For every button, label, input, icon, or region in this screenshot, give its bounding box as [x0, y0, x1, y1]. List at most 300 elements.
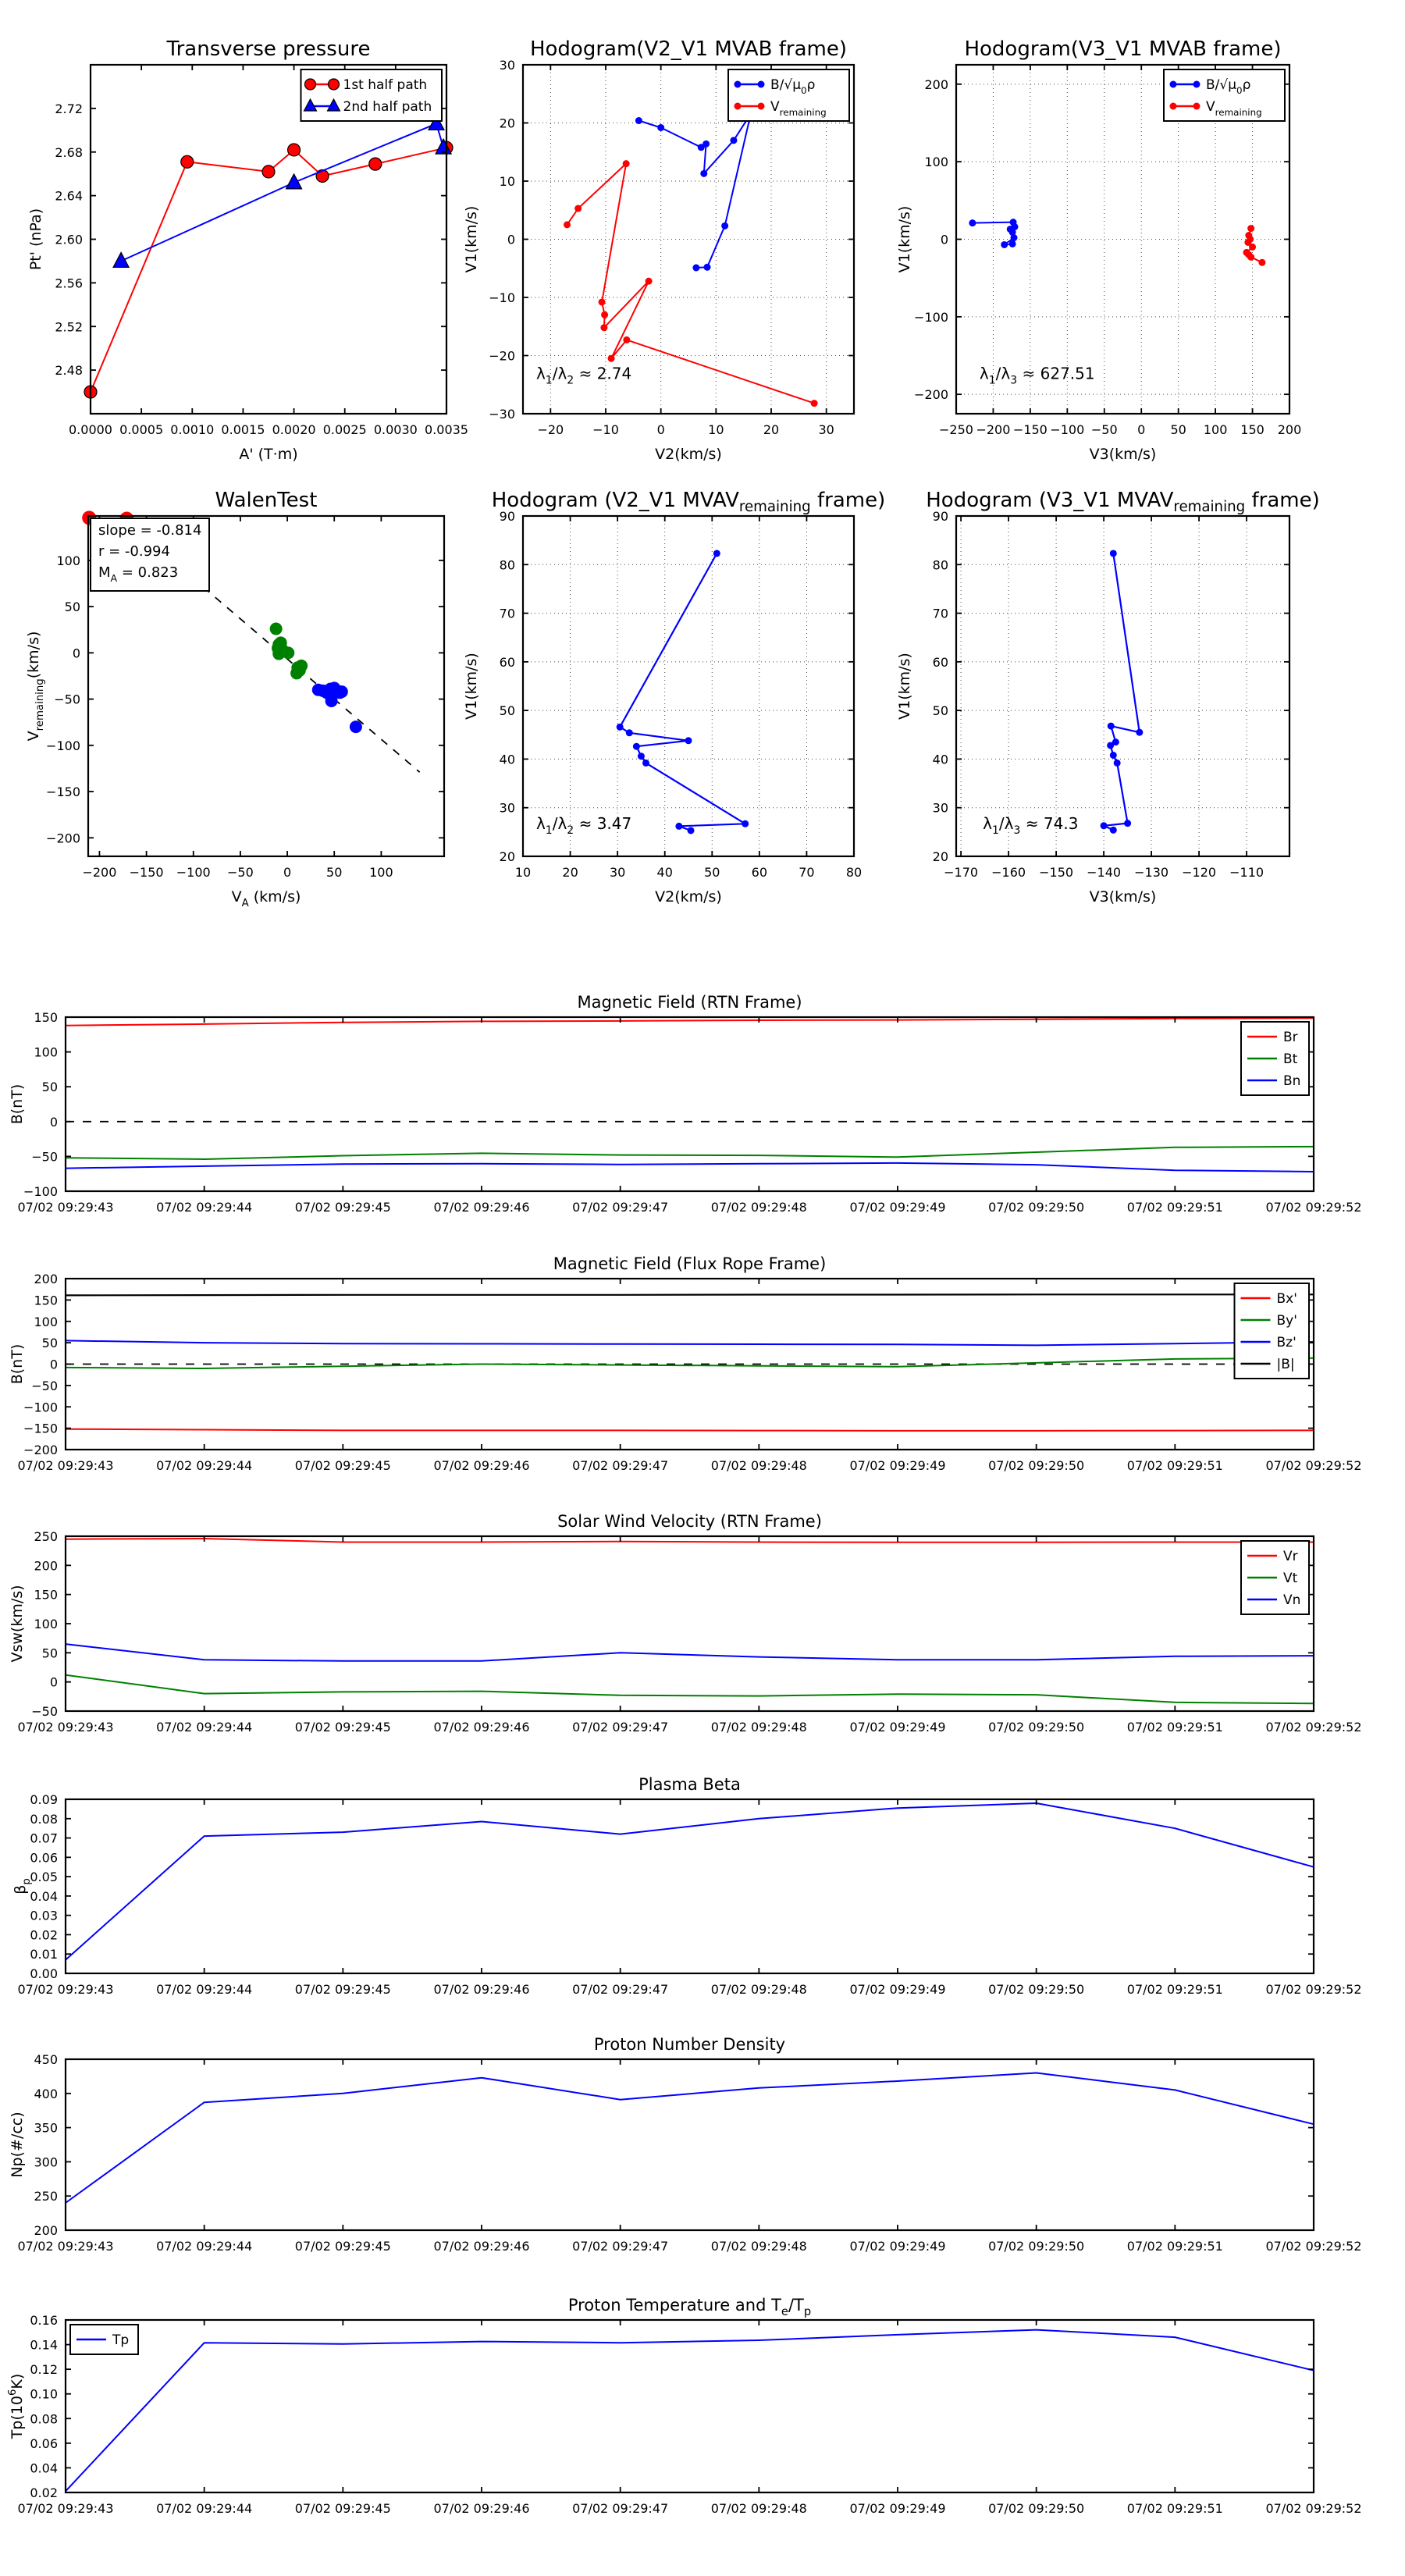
- y-tick-label: 90: [932, 509, 948, 524]
- chart-title: Proton Temperature and $T_e/T_p$: [567, 2296, 812, 2318]
- V-remaining-marker: [1249, 244, 1256, 251]
- green-points-marker: [282, 646, 294, 659]
- y-tick-label: 400: [34, 2086, 58, 2101]
- x-tick-label: 07/02 09:29:46: [433, 1458, 530, 1473]
- y-tick-label: 0.09: [30, 1792, 58, 1807]
- B-over-sqrt-mu0rho-marker: [692, 265, 699, 272]
- x-tick-label: 07/02 09:29:48: [710, 2239, 807, 2254]
- x-tick-label: 0: [283, 865, 292, 880]
- y-tick-label: 2.48: [55, 363, 83, 379]
- y-tick-label: 100: [34, 1314, 58, 1329]
- y-tick-label: 50: [41, 1646, 58, 1661]
- x-tick-label: 07/02 09:29:50: [988, 1720, 1085, 1735]
- x-tick-label: 07/02 09:29:49: [849, 1720, 946, 1735]
- x-tick-label: 100: [1203, 422, 1228, 437]
- chart-title: Hodogram(V3_V1 MVAB frame): [964, 37, 1282, 61]
- hodogram-path-marker: [1101, 822, 1108, 829]
- x-tick-label: 07/02 09:29:43: [17, 2239, 114, 2254]
- y-tick-label: 0.12: [30, 2362, 58, 2378]
- x-tick-label: −110: [1229, 865, 1264, 880]
- x-tick-label: 07/02 09:29:44: [156, 1200, 253, 1215]
- x-tick-label: 0: [656, 422, 665, 437]
- x-axis-label: A' (T·m): [239, 446, 298, 463]
- lambda-annotation: $\lambda_1/\lambda_2 \approx 2.74$: [535, 364, 632, 387]
- V-remaining-marker: [1247, 225, 1254, 232]
- legend-label: |B|: [1276, 1357, 1295, 1372]
- y-axis-label: V1(km/s): [463, 205, 480, 273]
- x-tick-label: 07/02 09:29:49: [849, 2239, 946, 2254]
- x-tick-label: 0.0025: [322, 422, 367, 437]
- x-tick-label: 07/02 09:29:47: [572, 2501, 669, 2516]
- y-tick-label: 2.52: [55, 319, 83, 335]
- V-remaining-marker: [623, 160, 630, 167]
- blue-points-marker: [325, 695, 338, 707]
- x-tick-label: 0.0010: [170, 422, 215, 437]
- x-tick-label: −250: [939, 422, 973, 437]
- chart-title: Hodogram(V2_V1 MVAB frame): [529, 37, 848, 61]
- hodogram-path-marker: [685, 737, 692, 744]
- y-tick-label: 50: [41, 1080, 58, 1095]
- x-tick-label: 07/02 09:29:47: [572, 1982, 669, 1997]
- B-over-sqrt-mu0rho-marker: [657, 124, 664, 131]
- first-half-path-marker: [369, 158, 382, 170]
- x-tick-label: 07/02 09:29:45: [294, 1982, 391, 1997]
- x-tick-label: 07/02 09:29:52: [1265, 2239, 1362, 2254]
- x-tick-label: 20: [562, 865, 578, 880]
- legend-label: Tp: [112, 2332, 130, 2348]
- first-half-path-marker: [262, 165, 275, 178]
- B-over-sqrt-mu0rho-marker: [721, 222, 728, 229]
- hodogram-path-marker: [617, 724, 624, 731]
- B-over-sqrt-mu0rho-marker: [1001, 241, 1008, 248]
- x-tick-label: −170: [944, 865, 979, 880]
- y-tick-label: 0: [940, 232, 948, 247]
- first-half-path-marker: [288, 144, 301, 156]
- hodogram-path-marker: [626, 729, 633, 736]
- y-tick-label: 0.04: [30, 1888, 58, 1904]
- V-remaining-marker: [600, 324, 607, 331]
- x-tick-label: 07/02 09:29:52: [1265, 1720, 1362, 1735]
- y-axis-label: $Tp(10^6K)$: [7, 2373, 26, 2439]
- x-tick-label: 30: [609, 865, 626, 880]
- hodogram-path-marker: [1110, 550, 1117, 557]
- x-tick-label: 10: [708, 422, 724, 437]
- y-axis-label: B(nT): [9, 1083, 26, 1125]
- legend-label: $V_{remaining}$: [1206, 99, 1262, 118]
- y-tick-label: 100: [924, 155, 948, 170]
- x-tick-label: 07/02 09:29:43: [17, 2501, 114, 2516]
- y-tick-label: 0.05: [30, 1870, 58, 1885]
- x-axis-label: V2(km/s): [655, 888, 722, 906]
- x-tick-label: 30: [818, 422, 834, 437]
- x-tick-label: 07/02 09:29:46: [433, 1982, 530, 1997]
- x-tick-label: 200: [1277, 422, 1302, 437]
- y-tick-label: 50: [64, 600, 80, 615]
- x-tick-label: 07/02 09:29:45: [294, 1200, 391, 1215]
- y-tick-label: 450: [34, 2052, 58, 2067]
- B-magnitude-line: [66, 1294, 1314, 1295]
- y-tick-label: 50: [932, 703, 948, 719]
- y-tick-label: −150: [23, 1421, 58, 1436]
- x-tick-label: 07/02 09:29:46: [433, 1200, 530, 1215]
- y-tick-label: 60: [932, 654, 948, 670]
- x-tick-label: 80: [845, 865, 863, 880]
- green-points-marker: [270, 623, 283, 635]
- green-points-marker: [293, 664, 306, 677]
- legend-marker: [735, 81, 742, 88]
- x-tick-label: 0: [1137, 422, 1146, 437]
- hodogram-path-marker: [633, 743, 640, 750]
- B-over-sqrt-mu0rho-marker: [969, 219, 976, 226]
- x-tick-label: 50: [326, 865, 343, 880]
- y-tick-label: 0.14: [30, 2337, 58, 2353]
- x-tick-label: 07/02 09:29:50: [988, 1982, 1085, 1997]
- x-tick-label: 07/02 09:29:44: [156, 1720, 253, 1735]
- x-tick-label: 07/02 09:29:44: [156, 2239, 253, 2254]
- x-tick-label: 07/02 09:29:45: [294, 2501, 391, 2516]
- legend-marker: [329, 79, 340, 90]
- x-tick-label: 07/02 09:29:51: [1126, 1720, 1223, 1735]
- B-over-sqrt-mu0rho-marker: [635, 117, 642, 124]
- x-tick-label: 07/02 09:29:50: [988, 2239, 1085, 2254]
- x-tick-label: 07/02 09:29:48: [710, 1200, 807, 1215]
- x-axis-label: V2(km/s): [655, 446, 722, 463]
- V-remaining-marker: [1258, 259, 1265, 266]
- x-tick-label: 07/02 09:29:49: [849, 2501, 946, 2516]
- x-tick-label: 07/02 09:29:52: [1265, 1200, 1362, 1215]
- x-tick-label: 60: [751, 865, 768, 880]
- y-tick-label: 0.02: [30, 2485, 58, 2500]
- y-axis-label: V1(km/s): [896, 205, 913, 273]
- x-tick-label: −150: [1039, 865, 1074, 880]
- x-tick-label: 07/02 09:29:51: [1126, 1982, 1223, 1997]
- y-tick-label: 250: [34, 1529, 58, 1544]
- x-tick-label: 07/02 09:29:44: [156, 1458, 253, 1473]
- x-tick-label: 07/02 09:29:52: [1265, 1458, 1362, 1473]
- legend-marker: [735, 103, 742, 110]
- x-tick-label: 07/02 09:29:49: [849, 1458, 946, 1473]
- y-tick-label: 0.02: [30, 1927, 58, 1943]
- legend-label: Bt: [1283, 1051, 1298, 1067]
- x-tick-label: 07/02 09:29:47: [572, 1200, 669, 1215]
- lambda-annotation: $\lambda_1/\lambda_2 \approx 3.47$: [535, 814, 632, 838]
- chart-title: Hodogram (V3_V1 $MVAV_{remaining}$ frame): [926, 489, 1320, 515]
- x-tick-label: 07/02 09:29:52: [1265, 1982, 1362, 1997]
- y-tick-label: 0.08: [30, 1811, 58, 1827]
- x-tick-label: 07/02 09:29:43: [17, 1982, 114, 1997]
- x-tick-label: 07/02 09:29:46: [433, 2501, 530, 2516]
- x-axis-label: V3(km/s): [1089, 888, 1157, 906]
- x-tick-label: 50: [704, 865, 720, 880]
- y-axis-label: $\beta_p$: [12, 1878, 33, 1895]
- x-tick-label: −160: [991, 865, 1026, 880]
- y-tick-label: 150: [34, 1587, 58, 1603]
- chart-title: Magnetic Field (Flux Rope Frame): [553, 1254, 827, 1273]
- x-tick-label: 150: [1240, 422, 1264, 437]
- y-tick-label: −200: [914, 387, 948, 403]
- y-tick-label: 0.01: [30, 1947, 58, 1962]
- legend-label: $B/√\mu_0\rho$: [770, 77, 816, 96]
- y-tick-label: 50: [41, 1336, 58, 1351]
- hodogram-path-marker: [1114, 760, 1121, 767]
- V-remaining-marker: [599, 298, 606, 305]
- legend-label: Vr: [1283, 1549, 1298, 1564]
- x-tick-label: 0.0015: [221, 422, 265, 437]
- y-tick-label: 0.06: [30, 2435, 58, 2451]
- chart-title: Solar Wind Velocity (RTN Frame): [557, 1512, 822, 1531]
- hodogram-path-marker: [638, 753, 645, 760]
- B-over-sqrt-mu0rho-marker: [704, 264, 711, 271]
- y-tick-label: 0: [49, 1357, 58, 1372]
- B-over-sqrt-mu0rho-marker: [1009, 240, 1016, 247]
- y-tick-label: 70: [499, 606, 515, 621]
- legend-label: $V_{remaining}$: [770, 99, 827, 118]
- y-tick-label: 0: [49, 1674, 58, 1690]
- stats-line: r = -0.994: [98, 543, 170, 560]
- V-remaining-marker: [623, 336, 630, 343]
- legend-label: Bx': [1276, 1291, 1297, 1307]
- y-tick-label: 80: [499, 557, 515, 573]
- x-tick-label: 07/02 09:29:48: [710, 1720, 807, 1735]
- hodogram-path-marker: [1136, 729, 1143, 736]
- x-tick-label: −50: [227, 865, 254, 880]
- legend-label: Bz': [1276, 1335, 1297, 1350]
- x-tick-label: −50: [1090, 422, 1118, 437]
- y-tick-label: 0.04: [30, 2460, 58, 2476]
- stats-line: slope = -0.814: [98, 522, 202, 539]
- y-tick-label: 350: [34, 2120, 58, 2136]
- y-tick-label: 40: [932, 752, 948, 767]
- y-tick-label: 2.56: [55, 276, 83, 291]
- y-tick-label: 20: [499, 116, 515, 131]
- hodogram-path-marker: [675, 823, 682, 830]
- y-axis-label: B(nT): [9, 1343, 26, 1385]
- y-tick-label: −20: [489, 348, 515, 364]
- x-tick-label: 07/02 09:29:46: [433, 2239, 530, 2254]
- legend-marker: [305, 79, 316, 90]
- x-tick-label: 40: [656, 865, 673, 880]
- x-tick-label: −100: [176, 865, 211, 880]
- y-tick-label: 70: [932, 606, 948, 621]
- x-tick-label: 07/02 09:29:48: [710, 2501, 807, 2516]
- y-tick-label: 50: [499, 703, 515, 719]
- y-tick-label: −50: [54, 692, 80, 707]
- y-tick-label: 100: [56, 553, 80, 568]
- y-tick-label: 0.00: [30, 1966, 58, 1981]
- x-tick-label: 0.0000: [69, 422, 112, 437]
- y-tick-label: 0.10: [30, 2386, 58, 2402]
- x-tick-label: −10: [592, 422, 619, 437]
- y-axis-label: Pt' (nPa): [27, 208, 44, 271]
- blue-points-marker: [350, 720, 362, 733]
- legend-marker: [1170, 103, 1177, 110]
- chart-title: Magnetic Field (RTN Frame): [577, 993, 802, 1012]
- x-tick-label: 07/02 09:29:45: [294, 1720, 391, 1735]
- y-tick-label: 2.64: [55, 188, 83, 204]
- chart-title: Hodogram (V2_V1 $MVAV_{remaining}$ frame): [491, 489, 886, 515]
- y-axis-label: Vsw(km/s): [9, 1585, 26, 1663]
- y-tick-label: 100: [34, 1617, 58, 1631]
- blue-points-marker: [336, 685, 348, 698]
- V-remaining-marker: [811, 400, 818, 407]
- legend-label: $B/√\mu_0\rho$: [1206, 77, 1251, 96]
- x-tick-label: −130: [1134, 865, 1169, 880]
- x-tick-label: 07/02 09:29:49: [849, 1982, 946, 1997]
- x-tick-label: 100: [369, 865, 393, 880]
- y-tick-label: 30: [499, 800, 515, 816]
- x-tick-label: 20: [763, 422, 780, 437]
- y-tick-label: 0.08: [30, 2411, 58, 2427]
- y-tick-label: −30: [489, 407, 515, 422]
- y-tick-label: 200: [34, 1558, 58, 1574]
- B-over-sqrt-mu0rho-marker: [700, 170, 707, 177]
- y-tick-label: −100: [46, 738, 80, 753]
- x-tick-label: 07/02 09:29:43: [17, 1200, 114, 1215]
- y-tick-label: 200: [34, 1272, 58, 1286]
- y-tick-label: 2.60: [55, 232, 83, 247]
- legend-label: 2nd half path: [343, 99, 432, 115]
- V-remaining-marker: [564, 221, 571, 228]
- x-tick-label: −150: [1012, 422, 1048, 437]
- y-axis-label: V1(km/s): [463, 653, 480, 720]
- hodogram-path-marker: [642, 760, 649, 767]
- chart-title: Plasma Beta: [638, 1775, 741, 1794]
- y-tick-label: 2.68: [55, 144, 83, 160]
- y-tick-label: 100: [34, 1044, 58, 1060]
- legend-label: 1st half path: [343, 77, 428, 93]
- x-tick-label: −20: [537, 422, 564, 437]
- y-tick-label: 80: [932, 557, 948, 573]
- y-tick-label: −10: [489, 290, 515, 305]
- y-axis-label: Np(#/cc): [9, 2112, 26, 2178]
- V-remaining-marker: [1247, 254, 1254, 261]
- y-tick-label: 90: [499, 509, 515, 524]
- lambda-annotation: $\lambda_1/\lambda_3 \approx 74.3$: [983, 814, 1079, 838]
- x-tick-label: 70: [799, 865, 815, 880]
- hodogram-path-marker: [1107, 742, 1114, 749]
- hodogram-path-marker: [1108, 723, 1115, 730]
- x-tick-label: −120: [1182, 865, 1217, 880]
- V-remaining-marker: [601, 311, 608, 318]
- legend-label: Vt: [1283, 1571, 1298, 1586]
- chart-title: Transverse pressure: [166, 37, 371, 61]
- x-tick-label: −200: [976, 422, 1011, 437]
- y-tick-label: −150: [46, 785, 80, 800]
- x-tick-label: 07/02 09:29:51: [1126, 1458, 1223, 1473]
- B-over-sqrt-mu0rho-marker: [730, 137, 737, 144]
- x-tick-label: 07/02 09:29:45: [294, 1458, 391, 1473]
- x-tick-label: 07/02 09:29:50: [988, 1200, 1085, 1215]
- y-tick-label: 2.72: [55, 101, 83, 116]
- y-tick-label: 0.07: [30, 1831, 58, 1846]
- x-tick-label: 07/02 09:29:51: [1126, 1200, 1223, 1215]
- x-tick-label: 07/02 09:29:45: [294, 2239, 391, 2254]
- hodogram-path-marker: [688, 827, 695, 834]
- x-tick-label: 07/02 09:29:48: [710, 1982, 807, 1997]
- hodogram-path-marker: [742, 820, 749, 827]
- legend-marker: [758, 103, 765, 110]
- legend-label: Bn: [1283, 1073, 1301, 1089]
- y-tick-label: −200: [23, 1443, 58, 1457]
- x-tick-label: −200: [82, 865, 117, 880]
- x-tick-label: 10: [514, 865, 532, 880]
- y-axis-label: $V_{remaining}(km/s)$: [25, 631, 46, 742]
- x-tick-label: 50: [1170, 422, 1186, 437]
- B-over-sqrt-mu0rho-marker: [702, 141, 710, 148]
- y-tick-label: 300: [34, 2154, 58, 2170]
- hodogram-path-marker: [1124, 820, 1131, 827]
- legend-marker: [758, 81, 765, 88]
- y-tick-label: 30: [499, 58, 515, 73]
- y-tick-label: 200: [924, 76, 948, 92]
- first-half-path-marker: [181, 155, 194, 168]
- x-tick-label: 07/02 09:29:44: [156, 2501, 253, 2516]
- x-tick-label: 07/02 09:29:44: [156, 1982, 253, 1997]
- x-tick-label: 07/02 09:29:51: [1126, 2501, 1223, 2516]
- y-tick-label: 0.06: [30, 1850, 58, 1866]
- y-tick-label: 250: [34, 2189, 58, 2204]
- x-tick-label: 07/02 09:29:49: [849, 1200, 946, 1215]
- x-tick-label: 07/02 09:29:50: [988, 2501, 1085, 2516]
- x-tick-label: 07/02 09:29:43: [17, 1458, 114, 1473]
- y-tick-label: 150: [34, 1010, 58, 1025]
- y-tick-label: 0: [49, 1114, 58, 1130]
- x-tick-label: 07/02 09:29:52: [1265, 2501, 1362, 2516]
- y-tick-label: 20: [499, 849, 515, 864]
- hodogram-path-marker: [1110, 752, 1117, 759]
- x-tick-label: 0.0030: [373, 422, 418, 437]
- y-tick-label: −50: [31, 1378, 58, 1393]
- y-tick-label: 0.16: [30, 2313, 58, 2328]
- V-remaining-marker: [608, 355, 615, 362]
- y-tick-label: 10: [499, 174, 515, 189]
- x-tick-label: −150: [129, 865, 164, 880]
- x-tick-label: 07/02 09:29:43: [17, 1720, 114, 1735]
- x-tick-label: 0.0020: [272, 422, 316, 437]
- x-axis-label: V3(km/s): [1089, 446, 1157, 463]
- V-remaining-marker: [574, 205, 582, 212]
- y-axis-label: V1(km/s): [896, 653, 913, 720]
- hodogram-path-marker: [1110, 827, 1117, 834]
- chart-title: Proton Number Density: [593, 2035, 786, 2054]
- y-tick-label: −100: [914, 309, 948, 325]
- x-tick-label: 0.0005: [119, 422, 164, 437]
- legend-marker: [1193, 81, 1200, 88]
- y-tick-label: 0: [507, 232, 515, 247]
- y-tick-label: −100: [23, 1400, 58, 1415]
- x-tick-label: 07/02 09:29:50: [988, 1458, 1085, 1473]
- y-tick-label: −200: [46, 831, 80, 846]
- legend-label: By': [1276, 1313, 1297, 1329]
- y-tick-label: 0.03: [30, 1908, 58, 1923]
- x-tick-label: 07/02 09:29:48: [710, 1458, 807, 1473]
- legend-label: Vn: [1283, 1592, 1301, 1608]
- y-tick-label: 0: [72, 646, 80, 661]
- legend-label: Br: [1283, 1030, 1298, 1045]
- hodogram-path-marker: [713, 550, 720, 557]
- x-tick-label: −100: [1050, 422, 1085, 437]
- y-tick-label: 40: [499, 752, 515, 767]
- stats-line: $M_A = 0.823$: [98, 564, 179, 584]
- x-tick-label: 0.0035: [425, 422, 468, 437]
- lambda-annotation: $\lambda_1/\lambda_3 \approx 627.51$: [979, 364, 1095, 387]
- x-tick-label: 07/02 09:29:46: [433, 1720, 530, 1735]
- y-tick-label: 30: [932, 800, 948, 816]
- y-tick-label: −100: [23, 1184, 58, 1199]
- V-remaining-marker: [646, 278, 653, 285]
- y-tick-label: 20: [932, 849, 948, 864]
- x-tick-label: 07/02 09:29:47: [572, 2239, 669, 2254]
